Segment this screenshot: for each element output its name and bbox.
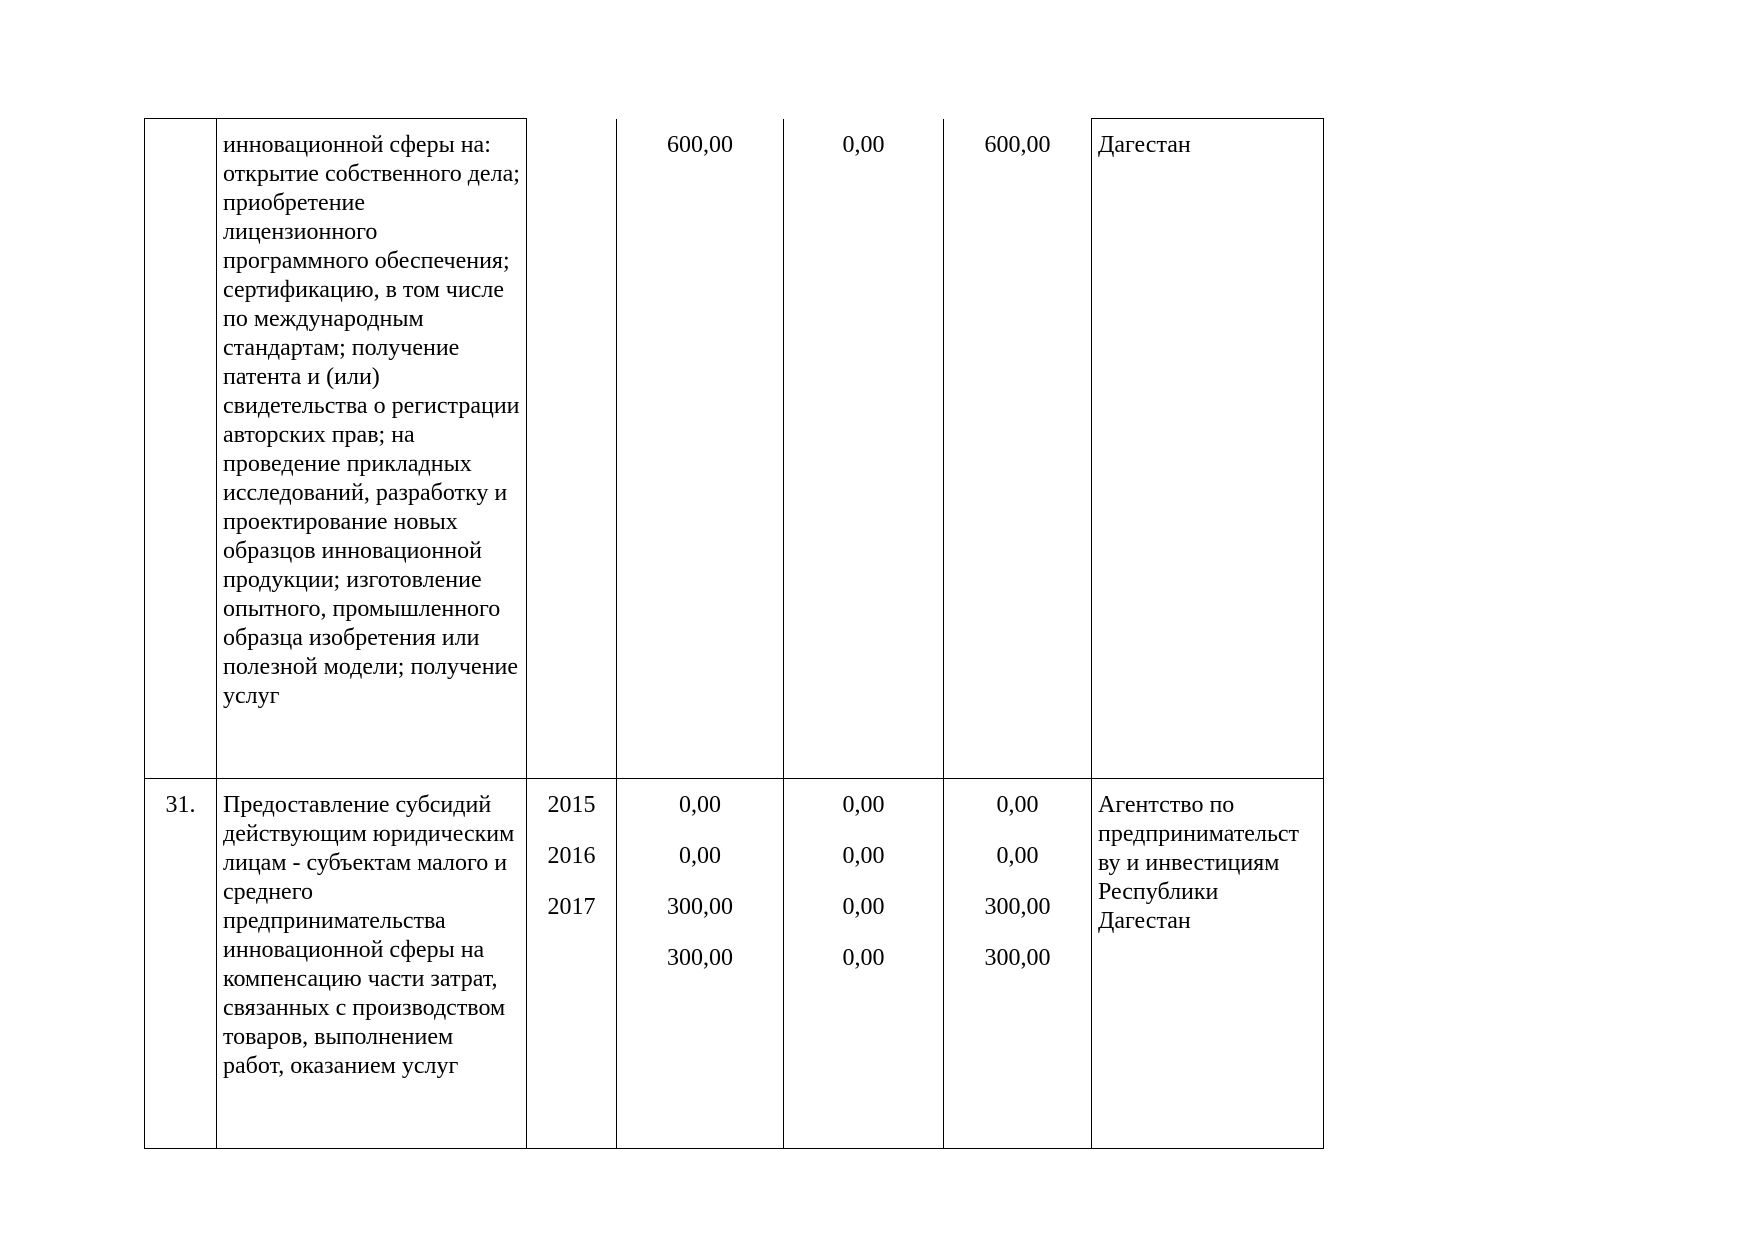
total-amount-cell (617, 119, 784, 779)
row-number: 31. (165, 792, 196, 818)
activity-name: Предоставление субсидий действующим юридическим лицам - субъектам малого и среднего предпринимательства инновационной сферы на компенсацию части затрат, связанных с производством товаров, выполнением работ, оказанием услуг (223, 792, 515, 1079)
total-amount: 0,00 (679, 792, 721, 818)
executor-cell (1092, 779, 1324, 1149)
year: 2015 (547, 792, 596, 818)
republic-amount-cell (944, 119, 1092, 779)
table-row (145, 779, 1324, 1149)
year: 2016 (547, 843, 596, 869)
row-number-cell (145, 119, 217, 779)
total-amount: 600,00 (667, 131, 733, 158)
years-cell (527, 779, 617, 1149)
activity-name-cell (217, 119, 527, 779)
republic-amount: 0,00 (996, 843, 1039, 869)
republic-amount: 0,00 (996, 792, 1039, 818)
activity-name: инновационной сферы на: открытие собственного дела; приобретение лицензионного программного обеспечения; сертификацию, в том числе по международным стандартам; получение патента и (или) свидетельства о регистрации авторских прав; на проведение прикладных исследований, разработку и проектирование новых образцов инновационной продукции; изготовление опытного, промышленного образца изобретения или полезной модели; получение услуг (223, 132, 520, 709)
executor: Дагестан (1098, 132, 1191, 158)
executor: Агентство по предпринимательст ву и инвестициям Республики Дагестан (1098, 792, 1300, 934)
federal-amount-cell (784, 119, 944, 779)
years-cell (527, 119, 617, 779)
year: 2017 (547, 894, 596, 920)
total-amount-cell (617, 779, 784, 1149)
executor-cell (1092, 119, 1324, 779)
federal-amount: 0,00 (842, 843, 885, 869)
republic-amount: 300,00 (984, 894, 1051, 920)
federal-amount: 0,00 (842, 894, 885, 920)
federal-amount: 0,00 (842, 792, 885, 818)
activity-name-cell (217, 779, 527, 1149)
federal-amount: 0,00 (842, 945, 885, 971)
total-amount: 300,00 (667, 945, 733, 971)
table-row (145, 119, 1324, 779)
total-amount: 0,00 (679, 843, 721, 869)
republic-amount-cell (944, 779, 1092, 1149)
republic-amount: 600,00 (984, 131, 1051, 158)
program-activities-table (144, 118, 1324, 1149)
total-amount: 300,00 (667, 894, 733, 920)
federal-amount-cell (784, 779, 944, 1149)
republic-amount: 300,00 (984, 945, 1051, 971)
row-number-cell (145, 779, 217, 1149)
federal-amount: 0,00 (842, 131, 885, 158)
